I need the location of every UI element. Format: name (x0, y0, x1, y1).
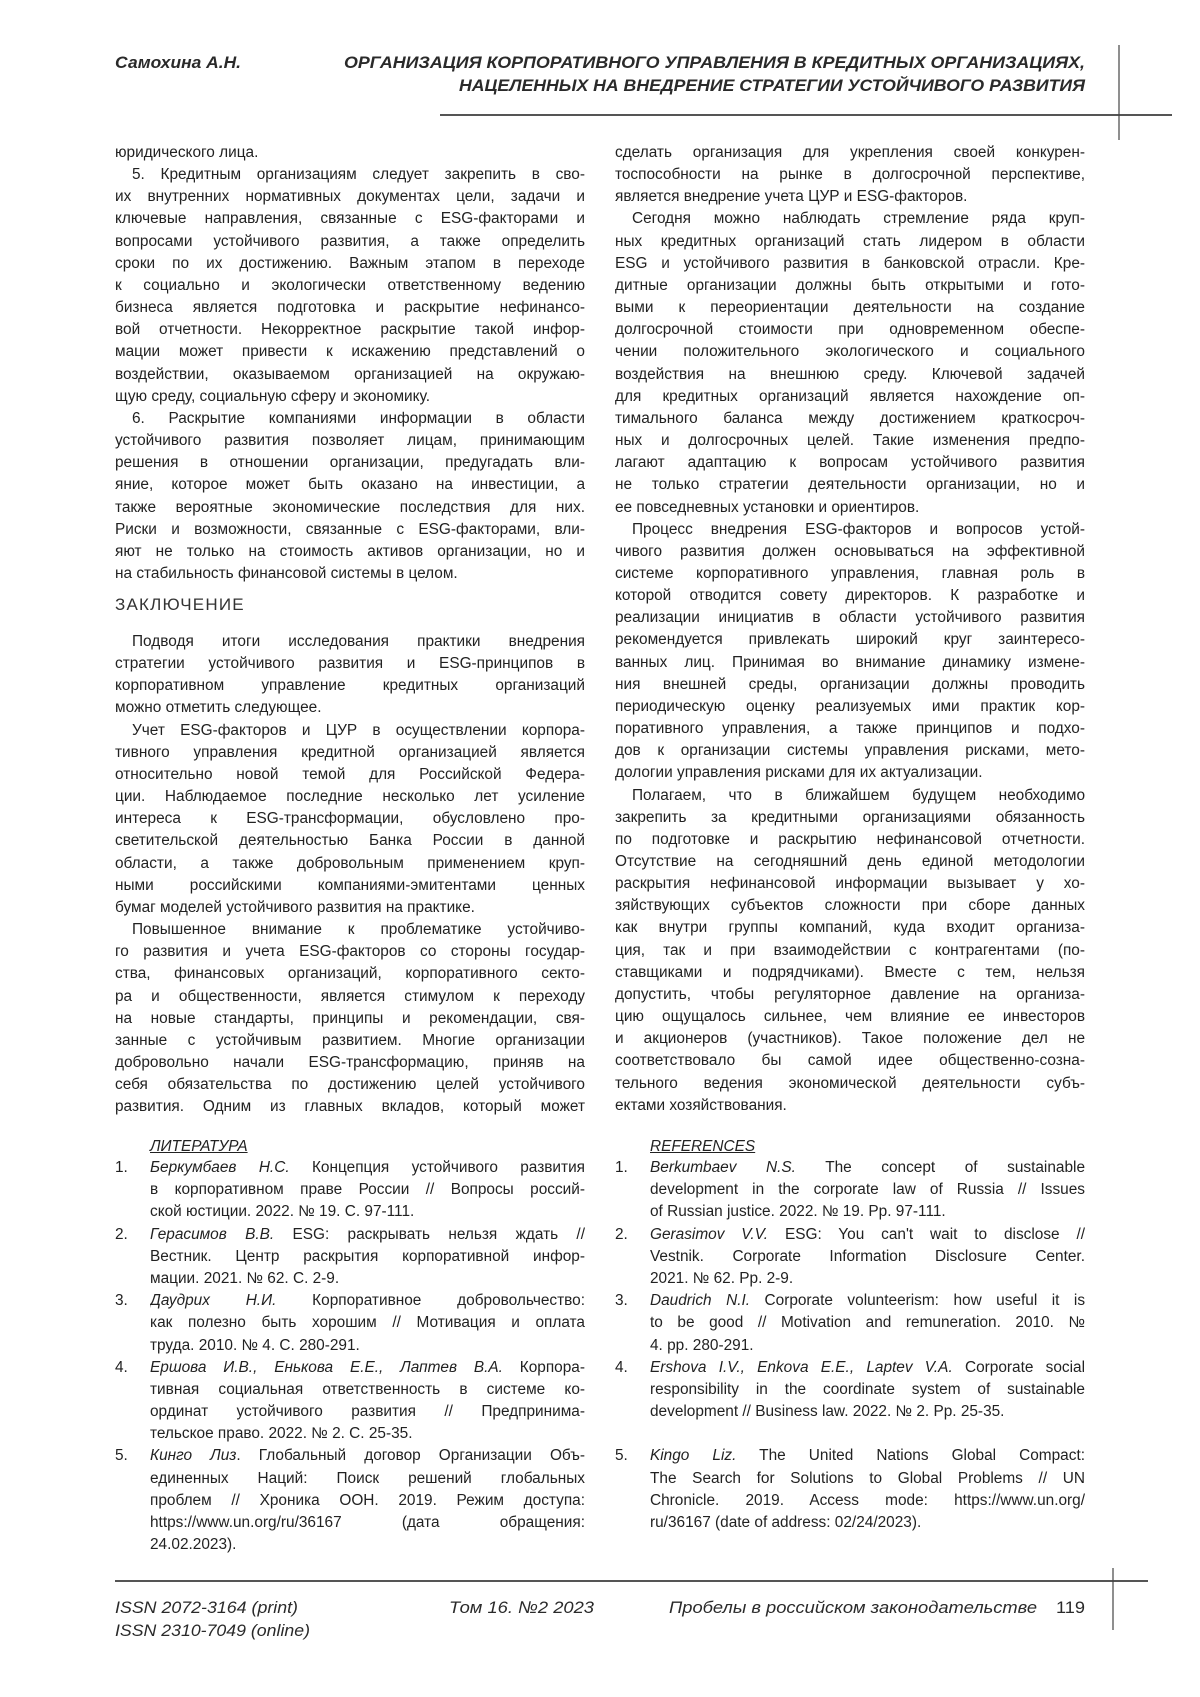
reference-line (650, 1290, 1085, 1312)
reference-item (115, 1290, 585, 1357)
text-line: по подготовке и раскрытию нефинансовой отчетности. (615, 829, 1085, 851)
text-line: области, а также добровольным применением круп- (115, 853, 585, 875)
text-line: тимального баланса между достижением краткосроч- (615, 408, 1085, 430)
reference-title: Corporate social (953, 1359, 1085, 1376)
text-line: относительно новой темой для Российской Федера- (115, 764, 585, 786)
text-line: тельного ведения экономической деятельности субъ- (615, 1073, 1085, 1095)
reference-title: ESG: раскрывать нельзя ждать // (274, 1226, 585, 1243)
issn-online: ISSN 2310-7049 (online) (115, 1621, 310, 1640)
text-line: тивного управления кредитной организацией является (115, 742, 585, 764)
text-line: вой отчетности. Некорректное раскрытие такой инфор- (115, 319, 585, 341)
reference-line: ru/36167 (date of address: 02/24/2023). (650, 1512, 1085, 1534)
text-line: корпоративном управление кредитных организаций (115, 675, 585, 697)
text-line: чивого развития должен основываться на эффективной (615, 541, 1085, 563)
text-line: интереса к ESG-трансформации, обусловлено про- (115, 808, 585, 830)
reference-item (115, 1445, 585, 1556)
references-title-en: REFERENCES (650, 1136, 755, 1158)
right-column-body (615, 142, 1085, 1117)
text-line: устойчивого развития позволяет лицам, принимающим (115, 430, 585, 452)
text-line: тоспособности на рынке в долгосрочной перспективе, (615, 164, 1085, 186)
text-line: 6. Раскрытие компаниями информации в области (115, 408, 585, 430)
text-line: на стабильность финансовой системы в целом. (115, 563, 585, 585)
reference-title: Корпора- (503, 1359, 585, 1376)
text-line: Подводя итоги исследования практики внедрения (115, 631, 585, 653)
reference-line (150, 1224, 585, 1246)
text-line: долгосрочной стоимости при одновременном обеспе- (615, 319, 1085, 341)
reference-author: Беркумбаев Н.С. (150, 1159, 290, 1176)
text-line: ция, так и при взаимодействии с контрагентами (по- (615, 940, 1085, 962)
text-line: сроки по их достижению. Важным этапом в переходе (115, 253, 585, 275)
paragraph (615, 785, 1085, 1117)
text-line: вопросами устойчивого развития, а также определить (115, 231, 585, 253)
text-line: Сегодня можно наблюдать стремление ряда круп- (615, 208, 1085, 230)
paragraph (115, 919, 585, 1118)
text-line: сделать организация для укрепления своей конкурен- (615, 142, 1085, 164)
text-line: Учет ESG-факторов и ЦУР в осуществлении корпора- (115, 720, 585, 742)
reference-number: 3. (115, 1290, 128, 1312)
reference-title: The United Nations Global Compact: (736, 1447, 1085, 1464)
journal-name: Пробелы в российском законодательстве (669, 1598, 1037, 1617)
reference-line: Chronicle. 2019. Access mode: https://www.un.org/ (650, 1490, 1085, 1512)
paragraph (615, 208, 1085, 518)
reference-line: 4. pp. 280-291. (650, 1335, 1085, 1357)
reference-title: ESG: You can't wait to disclose // (768, 1226, 1085, 1243)
reference-number: 1. (615, 1157, 628, 1179)
text-line: можно отметить следующее. (115, 697, 585, 719)
text-line: их внутренних нормативных документах цели, задачи и (115, 186, 585, 208)
reference-line: тельское право. 2022. № 2. С. 25-35. (150, 1423, 585, 1445)
text-line: цию ощущалось сильнее, чем влияние ее инвесторов (615, 1006, 1085, 1028)
reference-line (650, 1357, 1085, 1379)
text-line: на новые стандарты, принципы и рекомендации, свя- (115, 1008, 585, 1030)
reference-line: to be good // Motivation and remuneration. 2010. № (650, 1312, 1085, 1334)
text-line: юридического лица. (115, 142, 585, 164)
reference-author: Berkumbaev N.S. (650, 1159, 796, 1176)
text-line: периодическую оценку реализуемых ими практик кор- (615, 696, 1085, 718)
reference-line (150, 1357, 585, 1379)
reference-item (615, 1157, 1085, 1224)
text-line: дов к организации системы управления рисками, мето- (615, 740, 1085, 762)
paragraph (615, 142, 1085, 208)
reference-line (650, 1157, 1085, 1179)
paragraph (115, 164, 585, 408)
text-line: как внутри группы компаний, куда входит организа- (615, 917, 1085, 939)
reference-title: The concept of sustainable (796, 1159, 1085, 1176)
reference-line (150, 1290, 585, 1312)
text-line: дологии управления рисками для их актуализации. (615, 762, 1085, 784)
reference-author: Ершова И.В., Енькова Е.Е., Лаптев В.А. (150, 1359, 503, 1376)
reference-line: responsibility in the coordinate system of sustainable (650, 1379, 1085, 1401)
text-line: стратегии устойчивого развития и ESG-принципов в (115, 653, 585, 675)
reference-item (615, 1357, 1085, 1424)
text-line: также вероятные экономические последствия для них. (115, 497, 585, 519)
text-line: добровольно начали ESG-трансформацию, приняв на (115, 1052, 585, 1074)
text-line: ключевые направления, связанные с ESG-факторами и (115, 208, 585, 230)
reference-number: 4. (615, 1357, 628, 1379)
text-line: развития. Одним из главных вкладов, который может (115, 1096, 585, 1118)
text-line: Отсутствие на сегодняшний день единой методологии (615, 851, 1085, 873)
page-number: 119 (1056, 1598, 1085, 1617)
reference-title: Corporate volunteerism: how useful it is (750, 1292, 1085, 1309)
text-line: соответствовало бы самой идее общественно-созна- (615, 1050, 1085, 1072)
text-line: не только стратегии деятельности организации, но и (615, 474, 1085, 496)
reference-line: development // Business law. 2022. № 2. Pp. 25-35. (650, 1401, 1085, 1423)
reference-title: . Глобальный договор Организации Объ- (236, 1447, 585, 1464)
paragraph (115, 408, 585, 585)
references-list-en (615, 1157, 1085, 1534)
reference-item (615, 1290, 1085, 1357)
reference-line: проблем // Хроника ООН. 2019. Режим доступа: (150, 1490, 585, 1512)
text-line: щую среду, социальную сферу и экономику. (115, 386, 585, 408)
text-line: чении положительного экологического и социального (615, 341, 1085, 363)
reference-item (115, 1157, 585, 1224)
reference-item (615, 1224, 1085, 1291)
reference-line: тивная социальная ответственность в системе ко- (150, 1379, 585, 1401)
text-line: рекомендуется привлекать широкий круг заинтересо- (615, 629, 1085, 651)
reference-number: 5. (115, 1445, 128, 1467)
reference-number: 4. (115, 1357, 128, 1379)
reference-number: 3. (615, 1290, 628, 1312)
paragraph (115, 142, 585, 164)
text-line: к социально и экологически ответственному ведению (115, 275, 585, 297)
text-line: системе корпоративного управления, главная роль в (615, 563, 1085, 585)
text-line: 5. Кредитным организациям следует закрепить в сво- (115, 164, 585, 186)
text-line: закрепить за кредитными организациями обязанность (615, 807, 1085, 829)
text-line: ектами хозяйствования. (615, 1095, 1085, 1117)
reference-item (115, 1357, 585, 1446)
reference-line: труда. 2010. № 4. С. 280-291. (150, 1335, 585, 1357)
text-line: поративного управления, а также принципов и подхо- (615, 718, 1085, 740)
paragraph (615, 519, 1085, 785)
reference-item (115, 1224, 585, 1291)
reference-line: мации. 2021. № 62. С. 2-9. (150, 1268, 585, 1290)
text-line: Процесс внедрения ESG-факторов и вопросов устой- (615, 519, 1085, 541)
reference-line: единенных Наций: Поиск решений глобальных (150, 1468, 585, 1490)
reference-line: Вестник. Центр раскрытия корпоративной инфор- (150, 1246, 585, 1268)
reference-item (615, 1445, 1085, 1534)
text-line: ства, финансовых организаций, корпоративного секто- (115, 963, 585, 985)
text-line: решения в отношении организации, предугадать вли- (115, 452, 585, 474)
running-head-author: Самохина А.Н. (115, 53, 241, 72)
text-line: Повышенное внимание к проблематике устойчиво- (115, 919, 585, 941)
text-line: ных и долгосрочных целей. Такие изменения предпо- (615, 430, 1085, 452)
text-line: занные с устойчивым развитием. Многие организации (115, 1030, 585, 1052)
reference-line: https://www.un.org/ru/36167 (дата обращения: (150, 1512, 585, 1534)
reference-line: The Search for Solutions to Global Problems // UN (650, 1468, 1085, 1490)
text-line: ными российскими компаниями-эмитентами ценных (115, 875, 585, 897)
reference-number: 5. (615, 1445, 628, 1467)
text-line: ESG и устойчивого развития в банковской отрасли. Кре- (615, 253, 1085, 275)
text-line: реализации инициатив в области устойчивого развития (615, 607, 1085, 629)
text-line: лагают адаптацию к вопросам устойчивого развития (615, 452, 1085, 474)
text-line: дитные организации должны быть открытыми и гото- (615, 275, 1085, 297)
text-line: го развития и учета ESG-факторов со стороны государ- (115, 941, 585, 963)
reference-number: 2. (615, 1224, 628, 1246)
reference-author: Даудрих Н.И. (150, 1292, 276, 1309)
reference-author: Ershova I.V., Enkova E.E., Laptev V.A. (650, 1359, 953, 1376)
text-line: ра и общественности, является стимулом к переходу (115, 986, 585, 1008)
reference-line: ской юстиции. 2022. № 19. С. 97-111. (150, 1201, 585, 1223)
references-list-ru (115, 1157, 585, 1556)
text-line: допустить, чтобы регуляторное давление на организа- (615, 984, 1085, 1006)
volume-issue: Том 16. №2 2023 (449, 1598, 595, 1617)
text-line: выми к переориентации деятельности на создание (615, 297, 1085, 319)
text-line: воздействия на внешнюю среду. Ключевой задачей (615, 364, 1085, 386)
reference-author: Герасимов В.В. (150, 1226, 274, 1243)
text-line: бумаг моделей устойчивого развития на практике. (115, 897, 585, 919)
text-line: зяйствующих субъектов сложности при сборе данных (615, 895, 1085, 917)
reference-line (650, 1445, 1085, 1467)
text-line: яние, которое может быть оказано на инвестиции, а (115, 474, 585, 496)
text-line: раскрытия нефинансовой информации вызывает у хо- (615, 873, 1085, 895)
running-head-title-line-1: ОРГАНИЗАЦИЯ КОРПОРАТИВНОГО УПРАВЛЕНИЯ В КРЕДИТНЫХ ОРГАНИЗАЦИЯХ, (344, 53, 1085, 72)
references-title-ru: ЛИТЕРАТУРА (150, 1136, 248, 1158)
text-line: ции. Наблюдаемое последние несколько лет усиление (115, 786, 585, 808)
text-line: ванных лиц. Принимая во внимание динамику измене- (615, 652, 1085, 674)
text-line: ных кредитных организаций стать лидером в области (615, 231, 1085, 253)
reference-title: Корпоративное добровольчество: (276, 1292, 585, 1309)
reference-author: Kingo Liz. (650, 1447, 736, 1464)
paragraph (115, 631, 585, 720)
text-line: Полагаем, что в ближайшем будущем необходимо (615, 785, 1085, 807)
reference-line: 2021. № 62. Pp. 2-9. (650, 1268, 1085, 1290)
left-column-body (115, 142, 585, 585)
text-line: Риски и возможности, связанные с ESG-факторами, вли- (115, 519, 585, 541)
reference-line: ординат устойчивого развития // Предпринима- (150, 1401, 585, 1423)
reference-line (150, 1445, 585, 1467)
text-line: бизнеса является подготовка и раскрытие нефинансо- (115, 297, 585, 319)
section-heading-conclusion: ЗАКЛЮЧЕНИЕ (115, 595, 245, 615)
text-line: ставщиками и подрядчиками). Вместе с тем, нельзя (615, 962, 1085, 984)
reference-author: Gerasimov V.V. (650, 1226, 768, 1243)
reference-line: как полезно быть хорошим // Мотивация и оплата (150, 1312, 585, 1334)
text-line: мации может привести к искажению представлений о (115, 341, 585, 363)
reference-line (650, 1224, 1085, 1246)
reference-line (150, 1157, 585, 1179)
reference-line: development in the corporate law of Russia // Issues (650, 1179, 1085, 1201)
text-line: ее повседневных установки и ориентиров. (615, 497, 1085, 519)
reference-line: of Russian justice. 2022. № 19. Pp. 97-111. (650, 1201, 1085, 1223)
issn-print: ISSN 2072-3164 (print) (115, 1598, 298, 1617)
text-line: светительской деятельностью Банка России в данной (115, 830, 585, 852)
reference-line: в корпоративном праве России // Вопросы россий- (150, 1179, 585, 1201)
reference-line: Vestnik. Corporate Information Disclosure Center. (650, 1246, 1085, 1268)
text-line: является внедрение учета ЦУР и ESG-факторов. (615, 186, 1085, 208)
text-line: яют не только на стоимость активов организации, но и (115, 541, 585, 563)
reference-line: 24.02.2023). (150, 1534, 585, 1556)
text-line: ния внешней среды, организации должны проводить (615, 674, 1085, 696)
conclusion-body (115, 631, 585, 1118)
text-line: для кредитных организаций является нахождение оп- (615, 386, 1085, 408)
paragraph (115, 720, 585, 919)
text-line: воздействии, оказываемом организацией на окружаю- (115, 364, 585, 386)
text-line: и акционеров (участников). Такое положение дел не (615, 1028, 1085, 1050)
text-line: которой отводится совету директоров. К разработке и (615, 585, 1085, 607)
reference-author: Кинго Лиз (150, 1447, 236, 1464)
reference-number: 2. (115, 1224, 128, 1246)
reference-author: Daudrich N.I. (650, 1292, 750, 1309)
reference-title: Концепция устойчивого развития (290, 1159, 585, 1176)
reference-number: 1. (115, 1157, 128, 1179)
running-head-title-line-2: НАЦЕЛЕННЫХ НА ВНЕДРЕНИЕ СТРАТЕГИИ УСТОЙЧИВОГО РАЗВИТИЯ (459, 75, 1086, 95)
text-line: себя обязательства по достижению целей устойчивого (115, 1074, 585, 1096)
